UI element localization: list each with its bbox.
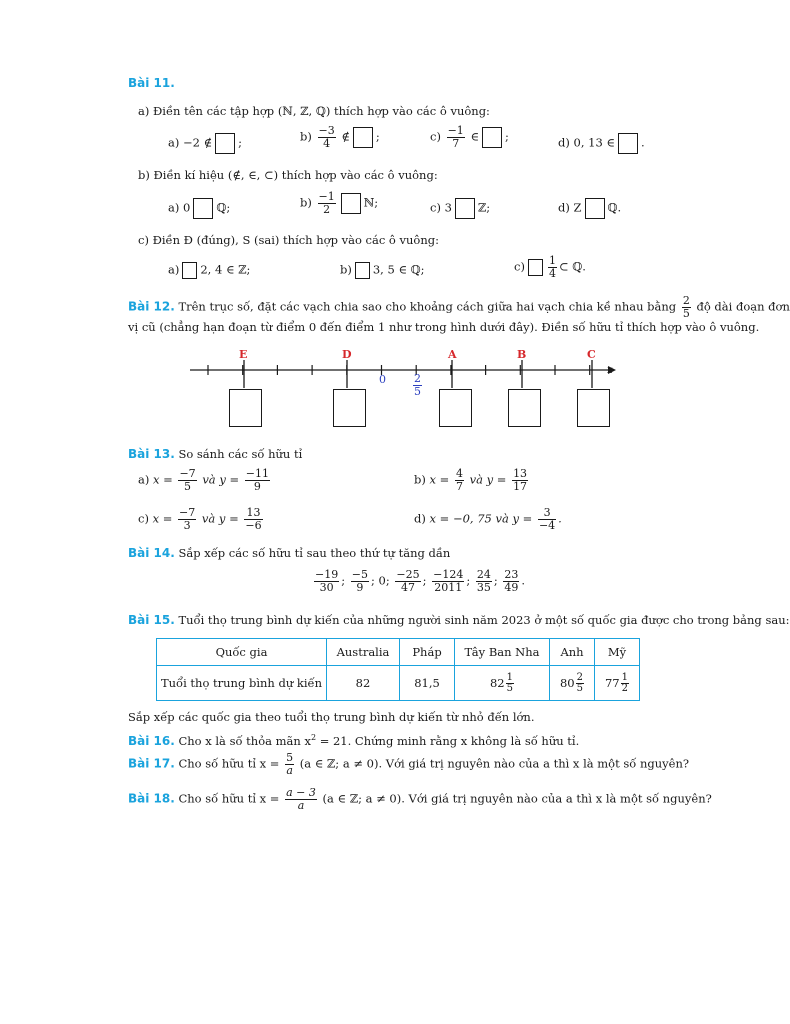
whole: 80	[559, 676, 575, 690]
b12-text1-end: độ dài đoạn đơn	[696, 299, 790, 314]
table-header: Tây Ban Nha	[455, 639, 550, 666]
b11-b1	[168, 198, 230, 219]
table-cell	[455, 666, 550, 701]
b16-line	[128, 731, 579, 748]
zero-label: 0	[379, 373, 386, 386]
fraction	[318, 191, 336, 216]
denominator: 2	[323, 203, 331, 216]
b11-b4	[558, 198, 621, 219]
fraction	[245, 468, 270, 493]
numerator: 2	[414, 372, 421, 385]
b11-a2-post: ;	[375, 129, 380, 144]
denominator: 9	[356, 581, 364, 594]
numerator: −1	[447, 124, 464, 137]
fraction	[447, 125, 465, 150]
numerator: 1	[506, 671, 513, 683]
denominator: 35	[476, 581, 491, 594]
numerator: 2	[682, 294, 690, 307]
denominator: 2011	[434, 581, 463, 594]
b11-a3	[430, 125, 509, 150]
fraction	[621, 673, 629, 694]
fraction	[395, 569, 420, 594]
b17-text2: (a ∈ ℤ; a ≠ 0). Với giá trị nguyên nào của a thì x là một số nguyên?	[299, 756, 690, 771]
denominator: 5	[184, 480, 192, 493]
b11-b3-pre: c) 3	[430, 200, 452, 215]
table-header: Australia	[327, 639, 400, 666]
b18-text2: (a ∈ ℤ; a ≠ 0). Với giá trị nguyên nào của a thì x là một số nguyên?	[322, 791, 712, 806]
numerator: −25	[396, 568, 420, 581]
b11-b2-label: b)	[300, 195, 312, 210]
table-row	[157, 666, 640, 701]
b13-c	[138, 507, 265, 532]
point-label-c: C	[587, 348, 596, 361]
b14-text: Sắp xếp các số hữu tỉ sau theo thứ tự tăng dần	[178, 546, 451, 560]
b11-b1-pre: a) 0	[168, 200, 191, 215]
denominator: 47	[400, 581, 415, 594]
b11-a2-label: b)	[300, 129, 312, 144]
x-eq: x =	[429, 472, 450, 487]
b11-b2	[300, 191, 378, 216]
b18-text1: Cho số hữu tỉ x =	[178, 791, 280, 806]
b17-title: Bài 17.	[128, 756, 175, 771]
b12-line1	[128, 295, 790, 320]
b11-a2-rel: ∉	[341, 129, 350, 144]
b11-a3-post: ;	[504, 129, 509, 144]
denominator: 5	[576, 682, 583, 694]
b11-b4-pre: d) Z	[558, 200, 582, 215]
fraction	[178, 507, 196, 532]
denominator: −6	[245, 519, 262, 532]
fraction	[538, 507, 556, 532]
answer-box-e[interactable]	[229, 389, 262, 427]
b15-line	[128, 613, 790, 627]
label: b)	[414, 472, 426, 487]
b18-line	[128, 787, 712, 812]
b11-a1	[168, 133, 242, 154]
b13-b	[414, 468, 530, 493]
b11-a2	[300, 125, 380, 150]
table-cell	[595, 666, 640, 701]
answer-box-c[interactable]	[577, 389, 610, 427]
whole: 77	[604, 676, 620, 690]
b11-b4-post: ℚ.	[607, 200, 622, 215]
numerator: 24	[476, 568, 491, 581]
and-y: và y =	[201, 511, 239, 526]
denominator: 4	[548, 267, 556, 280]
x-eq: x =	[152, 511, 173, 526]
b11-a4	[558, 133, 645, 154]
numerator: 2	[576, 671, 583, 683]
b13-line	[128, 447, 302, 461]
denominator: 2	[621, 682, 628, 694]
table-header: Anh	[550, 639, 595, 666]
b11-b3-post: ℤ;	[477, 200, 491, 215]
fraction	[682, 295, 691, 320]
numerator: 4	[455, 467, 463, 480]
b11-a-text: a) Điền tên các tập hợp (ℕ, ℤ, ℚ) thích hợp vào các ô vuông:	[138, 104, 490, 118]
life-expectancy-table	[156, 638, 640, 701]
denominator: 5	[414, 385, 421, 398]
fraction	[512, 468, 528, 493]
numerator: a − 3	[286, 786, 316, 799]
denominator: 49	[504, 581, 519, 594]
b11-b1-post: ℚ;	[216, 200, 231, 215]
label: d)	[414, 511, 426, 526]
b11-b3	[430, 198, 490, 219]
fraction	[413, 373, 422, 398]
table-cell	[550, 666, 595, 701]
answer-box[interactable]	[455, 198, 475, 219]
b11-c2-post: 3, 5 ∈ ℚ;	[372, 262, 425, 277]
fraction	[178, 468, 196, 493]
and-y: và y =	[202, 472, 240, 487]
b15-title: Bài 15.	[128, 613, 175, 627]
numerator: 13	[513, 467, 528, 480]
period: .	[558, 511, 562, 526]
answer-box[interactable]	[353, 127, 373, 148]
zero: 0;	[378, 573, 390, 588]
whole: 82	[489, 676, 505, 690]
b12-title: Bài 12.	[128, 299, 175, 314]
table-header: Quốc gia	[157, 639, 327, 666]
b15-after: Sắp xếp các quốc gia theo tuổi thọ trung bình dự kiến từ nhỏ đến lớn.	[128, 710, 535, 724]
b14-title: Bài 14.	[128, 546, 175, 560]
numerator: −124	[433, 568, 464, 581]
fraction	[244, 507, 262, 532]
numerator: −3	[318, 124, 335, 137]
b13-text: So sánh các số hữu tỉ	[178, 447, 303, 461]
b13-d	[414, 507, 562, 532]
label: c)	[138, 511, 149, 526]
numerator: 3	[538, 507, 556, 520]
numerator: −1	[318, 190, 335, 203]
and-y: và y =	[469, 472, 507, 487]
fraction	[314, 569, 339, 594]
fraction	[285, 752, 294, 777]
b14-line	[128, 546, 450, 560]
x-eq: x =	[153, 472, 173, 487]
numerator: −11	[245, 467, 269, 480]
mixed-number	[490, 673, 514, 694]
denominator: a	[297, 799, 305, 812]
b13-a	[138, 468, 272, 493]
answer-box[interactable]	[182, 262, 197, 279]
fraction	[351, 569, 369, 594]
denominator: −4	[538, 519, 556, 532]
denominator: 7	[455, 480, 463, 493]
mixed-number	[560, 673, 584, 694]
answer-box[interactable]	[528, 259, 543, 276]
answer-box-b[interactable]	[508, 389, 541, 427]
b11-a3-label: c)	[430, 129, 441, 144]
denominator: 30	[319, 581, 334, 594]
b11-c1	[168, 262, 250, 279]
fraction	[503, 569, 519, 594]
fraction	[476, 569, 492, 594]
b11-a1-pre: a) −2 ∉	[168, 135, 213, 150]
answer-box[interactable]	[193, 198, 213, 219]
answer-box[interactable]	[585, 198, 605, 219]
axis-line	[190, 366, 616, 374]
denominator: 9	[253, 480, 261, 493]
b11-c3-pre: c)	[514, 259, 525, 274]
denominator: 4	[323, 137, 331, 150]
b11-title: Bài 11.	[128, 76, 175, 90]
b13-title: Bài 13.	[128, 447, 175, 461]
b11-c2-pre: b)	[340, 262, 352, 277]
table-row	[157, 639, 640, 666]
denominator: 5	[682, 307, 690, 320]
denominator: 17	[513, 480, 528, 493]
answer-box-a[interactable]	[439, 389, 472, 427]
two-fifths-label	[411, 373, 424, 398]
denominator: 3	[183, 519, 191, 532]
point-label-d: D	[342, 348, 352, 361]
fraction	[548, 255, 557, 280]
fraction	[506, 673, 514, 694]
b17-line	[128, 752, 689, 777]
numerator: 1	[621, 671, 628, 683]
table-header: Mỹ	[595, 639, 640, 666]
b11-c3-post: ⊂ ℚ.	[558, 259, 586, 274]
fraction	[576, 673, 584, 694]
answer-box[interactable]	[215, 133, 235, 154]
numerator: −7	[179, 467, 196, 480]
answer-box[interactable]	[341, 193, 361, 214]
b11-c1-post: 2, 4 ∈ ℤ;	[200, 262, 251, 277]
numerator: 13	[244, 507, 262, 520]
answer-box-d[interactable]	[333, 389, 366, 427]
answer-box[interactable]	[482, 127, 502, 148]
b11-a3-rel: ∈	[470, 129, 479, 144]
denominator: 5	[506, 682, 513, 694]
fraction	[432, 569, 464, 594]
b16-text1: Cho x là số thỏa mãn x	[178, 733, 311, 748]
mixed-number	[605, 673, 629, 694]
numerator: 1	[548, 254, 556, 267]
numerator: 5	[286, 751, 294, 764]
b14-numbers: $\frac{-19}{30}$ ; $\frac{-5}{9}$ ; 0; $\frac{-25}{47}$ ; $\frac{-124}{2011}$ ; $\frac{24}{35}$ ; $\frac{23}{49}$ .	[315, 568, 526, 594]
b11-b-text: b) Điền kí hiệu (∉, ∈, ⊂) thích hợp vào các ô vuông:	[138, 168, 438, 182]
x-eq: x = −0, 75 và y =	[429, 511, 533, 526]
denominator: 7	[452, 137, 460, 150]
answer-box[interactable]	[355, 262, 370, 279]
b11-a1-post: ;	[238, 135, 242, 150]
b11-c1-pre: a)	[168, 262, 180, 277]
b16-title: Bài 16.	[128, 733, 175, 748]
b11-c-text: c) Điền Đ (đúng), S (sai) thích hợp vào các ô vuông:	[138, 233, 439, 247]
fraction	[455, 468, 464, 493]
point-label-b: B	[517, 348, 527, 361]
table-cell: 82	[327, 666, 400, 701]
answer-box[interactable]	[618, 133, 638, 154]
numerator: −19	[315, 568, 339, 581]
numerator: −7	[179, 506, 196, 519]
b12-text2: vị cũ (chẳng hạn đoạn từ điểm 0 đến điểm 1 như trong hình dưới đây). Điền số hữu tỉ thích hợp vào ô vuông.	[128, 320, 760, 334]
b11-c3	[514, 255, 586, 280]
point-label-e: E	[239, 348, 248, 361]
numerator: 23	[504, 568, 519, 581]
b16-text2: = 21. Chứng minh rằng x không là số hữu tỉ.	[319, 733, 580, 748]
b17-text1: Cho số hữu tỉ x =	[178, 756, 280, 771]
b11-c2	[340, 262, 425, 279]
table-header: Pháp	[400, 639, 455, 666]
exponent: 2	[310, 733, 317, 742]
b11-a4-post: .	[640, 135, 645, 150]
fraction	[318, 125, 336, 150]
b15-text: Tuổi thọ trung bình dự kiến của những người sinh năm 2023 ở một số quốc gia được cho trong bảng sau:	[178, 613, 790, 627]
numerator: −5	[351, 568, 368, 581]
denominator: a	[286, 764, 293, 777]
b12-text1: Trên trục số, đặt các vạch chia sao cho khoảng cách giữa hai vạch chia kề nhau bằng	[178, 299, 677, 314]
table-cell: 81,5	[400, 666, 455, 701]
table-cell: Tuổi thọ trung bình dự kiến	[157, 666, 327, 701]
fraction	[285, 787, 317, 812]
axis-var-label: x	[607, 365, 613, 376]
b11-b2-post: ℕ;	[363, 195, 379, 210]
label: a)	[138, 472, 150, 487]
point-label-a: A	[448, 348, 457, 361]
b18-title: Bài 18.	[128, 791, 175, 806]
b11-a4-pre: d) 0, 13 ∈	[558, 135, 615, 150]
